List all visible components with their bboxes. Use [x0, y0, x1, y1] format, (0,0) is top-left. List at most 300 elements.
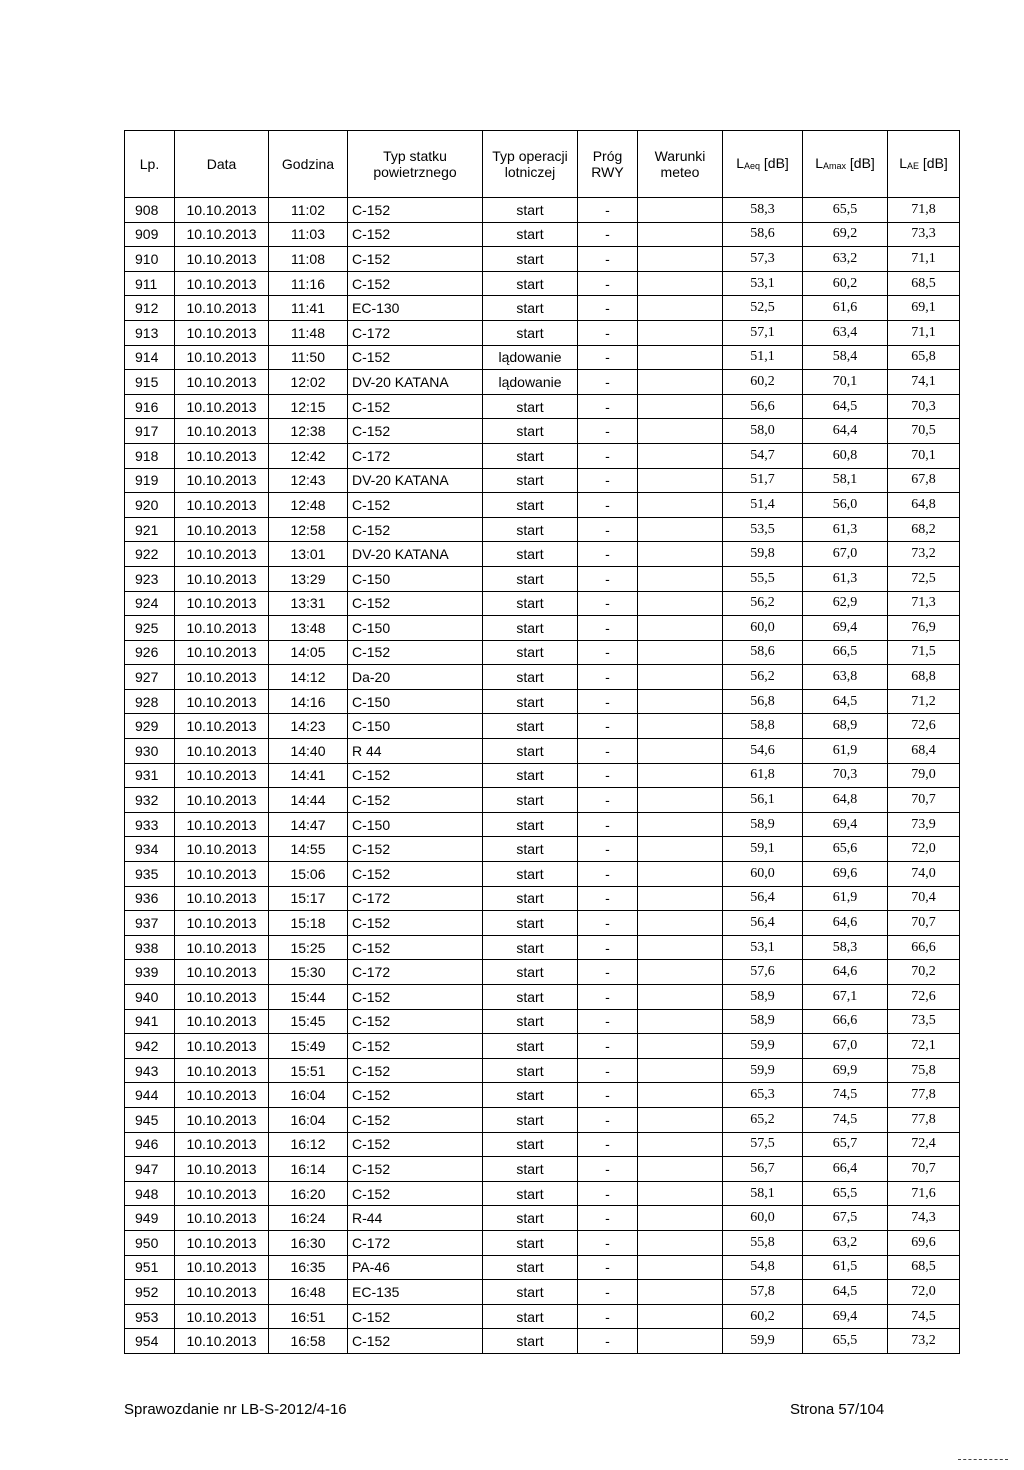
cell-date: 10.10.2013: [175, 886, 269, 911]
cell-aircraft: C-152: [348, 517, 483, 542]
cell-lamax: 65,5: [803, 198, 888, 223]
header-lamax-sub: Amax: [822, 160, 846, 171]
cell-aircraft: C-150: [348, 714, 483, 739]
cell-time: 13:01: [269, 542, 348, 567]
cell-laeq: 60,0: [723, 1206, 803, 1231]
cell-threshold: -: [578, 493, 638, 518]
cell-meteo: [638, 1083, 723, 1108]
cell-time: 14:12: [269, 665, 348, 690]
cell-date: 10.10.2013: [175, 271, 269, 296]
cell-lamax: 58,1: [803, 468, 888, 493]
table-row: [125, 1132, 960, 1157]
cell-laeq: 58,9: [723, 812, 803, 837]
cell-laeq: 56,2: [723, 665, 803, 690]
cell-lae: 70,7: [888, 1157, 960, 1182]
cell-lp: 920: [125, 493, 175, 518]
cell-aircraft: C-152: [348, 1157, 483, 1182]
table-row: [125, 443, 960, 468]
table-row: [125, 837, 960, 862]
cell-threshold: -: [578, 198, 638, 223]
cell-lae: 69,6: [888, 1230, 960, 1255]
table-row: [125, 640, 960, 665]
cell-lae: 71,8: [888, 198, 960, 223]
cell-lamax: 64,6: [803, 960, 888, 985]
table-row: [125, 394, 960, 419]
cell-threshold: -: [578, 542, 638, 567]
cell-operation: start: [483, 1181, 578, 1206]
cell-time: 14:55: [269, 837, 348, 862]
cell-operation: start: [483, 1083, 578, 1108]
table-row: [125, 345, 960, 370]
cell-operation: start: [483, 591, 578, 616]
cell-operation: start: [483, 739, 578, 764]
cell-date: 10.10.2013: [175, 1034, 269, 1059]
cell-laeq: 60,0: [723, 616, 803, 641]
cell-meteo: [638, 566, 723, 591]
cell-lae: 68,8: [888, 665, 960, 690]
table-row: [125, 566, 960, 591]
cell-meteo: [638, 763, 723, 788]
cell-meteo: [638, 198, 723, 223]
cell-lp: 947: [125, 1157, 175, 1182]
cell-lae: 71,3: [888, 591, 960, 616]
cell-time: 16:04: [269, 1083, 348, 1108]
cell-lae: 68,4: [888, 739, 960, 764]
cell-meteo: [638, 271, 723, 296]
cell-lae: 73,5: [888, 1009, 960, 1034]
cell-laeq: 58,9: [723, 1009, 803, 1034]
cell-aircraft: C-152: [348, 198, 483, 223]
cell-time: 14:47: [269, 812, 348, 837]
cell-aircraft: C-152: [348, 222, 483, 247]
cell-date: 10.10.2013: [175, 493, 269, 518]
table-row: [125, 862, 960, 887]
cell-threshold: -: [578, 911, 638, 936]
cell-date: 10.10.2013: [175, 1206, 269, 1231]
table-row: [125, 788, 960, 813]
cell-meteo: [638, 296, 723, 321]
cell-meteo: [638, 320, 723, 345]
cell-lae: 74,5: [888, 1304, 960, 1329]
cell-meteo: [638, 443, 723, 468]
cell-meteo: [638, 1132, 723, 1157]
cell-lamax: 65,5: [803, 1181, 888, 1206]
corner-mark: [958, 1459, 1008, 1460]
cell-meteo: [638, 591, 723, 616]
cell-threshold: -: [578, 591, 638, 616]
cell-time: 16:20: [269, 1181, 348, 1206]
cell-time: 11:02: [269, 198, 348, 223]
cell-time: 15:25: [269, 935, 348, 960]
footer-report-number: Sprawozdanie nr LB-S-2012/4-16: [124, 1401, 347, 1418]
cell-lae: 70,7: [888, 788, 960, 813]
cell-lae: 73,2: [888, 1329, 960, 1354]
cell-aircraft: R 44: [348, 739, 483, 764]
cell-time: 12:42: [269, 443, 348, 468]
cell-threshold: -: [578, 960, 638, 985]
cell-threshold: -: [578, 517, 638, 542]
table-row: [125, 1107, 960, 1132]
cell-time: 16:48: [269, 1280, 348, 1305]
cell-aircraft: C-172: [348, 960, 483, 985]
cell-aircraft: C-152: [348, 1181, 483, 1206]
cell-lae: 71,5: [888, 640, 960, 665]
cell-lp: 944: [125, 1083, 175, 1108]
cell-date: 10.10.2013: [175, 222, 269, 247]
cell-aircraft: C-152: [348, 985, 483, 1010]
cell-lp: 915: [125, 370, 175, 395]
cell-operation: start: [483, 862, 578, 887]
cell-threshold: -: [578, 837, 638, 862]
table-row: [125, 542, 960, 567]
cell-laeq: 57,8: [723, 1280, 803, 1305]
table-row: [125, 689, 960, 714]
cell-lamax: 64,8: [803, 788, 888, 813]
cell-time: 12:43: [269, 468, 348, 493]
cell-threshold: -: [578, 1157, 638, 1182]
cell-time: 15:49: [269, 1034, 348, 1059]
header-typ-statku: Typ statku powietrznego: [348, 131, 483, 198]
cell-date: 10.10.2013: [175, 517, 269, 542]
cell-laeq: 52,5: [723, 296, 803, 321]
cell-time: 14:16: [269, 689, 348, 714]
table-body: [125, 198, 960, 1354]
cell-date: 10.10.2013: [175, 812, 269, 837]
cell-laeq: 58,1: [723, 1181, 803, 1206]
header-lae: [888, 131, 960, 198]
cell-lp: 923: [125, 566, 175, 591]
table-row: [125, 1034, 960, 1059]
cell-meteo: [638, 739, 723, 764]
cell-lae: 72,6: [888, 714, 960, 739]
cell-meteo: [638, 345, 723, 370]
cell-threshold: -: [578, 443, 638, 468]
cell-time: 13:31: [269, 591, 348, 616]
cell-lp: 950: [125, 1230, 175, 1255]
table-row: [125, 960, 960, 985]
cell-laeq: 57,1: [723, 320, 803, 345]
cell-operation: start: [483, 198, 578, 223]
cell-date: 10.10.2013: [175, 247, 269, 272]
cell-time: 15:18: [269, 911, 348, 936]
table-row: [125, 493, 960, 518]
cell-laeq: 51,4: [723, 493, 803, 518]
cell-threshold: -: [578, 1304, 638, 1329]
cell-operation: lądowanie: [483, 345, 578, 370]
cell-lp: 953: [125, 1304, 175, 1329]
cell-date: 10.10.2013: [175, 689, 269, 714]
table-row: [125, 247, 960, 272]
cell-operation: start: [483, 1107, 578, 1132]
cell-date: 10.10.2013: [175, 370, 269, 395]
cell-meteo: [638, 394, 723, 419]
cell-threshold: -: [578, 1181, 638, 1206]
cell-meteo: [638, 542, 723, 567]
cell-laeq: 54,7: [723, 443, 803, 468]
cell-threshold: -: [578, 1255, 638, 1280]
cell-lamax: 70,3: [803, 763, 888, 788]
cell-lae: 65,8: [888, 345, 960, 370]
cell-lamax: 69,4: [803, 616, 888, 641]
cell-operation: start: [483, 394, 578, 419]
cell-lp: 908: [125, 198, 175, 223]
cell-threshold: -: [578, 714, 638, 739]
cell-laeq: 55,5: [723, 566, 803, 591]
cell-time: 12:02: [269, 370, 348, 395]
cell-date: 10.10.2013: [175, 862, 269, 887]
cell-meteo: [638, 862, 723, 887]
cell-date: 10.10.2013: [175, 198, 269, 223]
cell-date: 10.10.2013: [175, 665, 269, 690]
cell-lae: 64,8: [888, 493, 960, 518]
cell-lae: 71,6: [888, 1181, 960, 1206]
cell-lamax: 74,5: [803, 1083, 888, 1108]
header-prog-rwy: Próg RWY: [578, 131, 638, 198]
cell-threshold: -: [578, 1107, 638, 1132]
cell-laeq: 58,6: [723, 222, 803, 247]
cell-lp: 935: [125, 862, 175, 887]
cell-threshold: -: [578, 1230, 638, 1255]
cell-time: 14:40: [269, 739, 348, 764]
cell-lamax: 66,4: [803, 1157, 888, 1182]
cell-meteo: [638, 222, 723, 247]
cell-lae: 70,2: [888, 960, 960, 985]
cell-aircraft: C-152: [348, 1009, 483, 1034]
cell-operation: start: [483, 1034, 578, 1059]
cell-operation: start: [483, 689, 578, 714]
cell-meteo: [638, 1329, 723, 1354]
cell-aircraft: C-150: [348, 566, 483, 591]
cell-threshold: -: [578, 935, 638, 960]
cell-laeq: 53,1: [723, 271, 803, 296]
cell-laeq: 54,6: [723, 739, 803, 764]
cell-date: 10.10.2013: [175, 419, 269, 444]
cell-time: 12:58: [269, 517, 348, 542]
footer-page-number: Strona 57/104: [790, 1401, 885, 1418]
cell-meteo: [638, 1255, 723, 1280]
cell-aircraft: C-152: [348, 345, 483, 370]
cell-lae: 75,8: [888, 1058, 960, 1083]
cell-lae: 71,1: [888, 247, 960, 272]
cell-lamax: 61,6: [803, 296, 888, 321]
cell-lp: 937: [125, 911, 175, 936]
cell-laeq: 56,7: [723, 1157, 803, 1182]
cell-operation: start: [483, 271, 578, 296]
cell-meteo: [638, 468, 723, 493]
cell-meteo: [638, 1157, 723, 1182]
cell-operation: start: [483, 468, 578, 493]
cell-laeq: 55,8: [723, 1230, 803, 1255]
cell-lp: 938: [125, 935, 175, 960]
cell-meteo: [638, 517, 723, 542]
cell-date: 10.10.2013: [175, 788, 269, 813]
cell-lamax: 65,5: [803, 1329, 888, 1354]
cell-date: 10.10.2013: [175, 1280, 269, 1305]
header-laeq-sub: Aeq: [743, 160, 760, 171]
cell-lp: 933: [125, 812, 175, 837]
cell-lp: 931: [125, 763, 175, 788]
cell-threshold: -: [578, 763, 638, 788]
cell-date: 10.10.2013: [175, 1230, 269, 1255]
cell-date: 10.10.2013: [175, 1329, 269, 1354]
cell-laeq: 59,9: [723, 1058, 803, 1083]
cell-meteo: [638, 1181, 723, 1206]
cell-date: 10.10.2013: [175, 1255, 269, 1280]
cell-time: 15:51: [269, 1058, 348, 1083]
cell-aircraft: C-152: [348, 271, 483, 296]
cell-date: 10.10.2013: [175, 1132, 269, 1157]
cell-aircraft: Da-20: [348, 665, 483, 690]
cell-lamax: 69,4: [803, 812, 888, 837]
cell-operation: start: [483, 320, 578, 345]
cell-operation: start: [483, 1255, 578, 1280]
cell-lp: 928: [125, 689, 175, 714]
cell-lamax: 70,1: [803, 370, 888, 395]
cell-laeq: 59,8: [723, 542, 803, 567]
cell-laeq: 57,6: [723, 960, 803, 985]
cell-threshold: -: [578, 862, 638, 887]
header-laeq: [723, 131, 803, 198]
cell-lamax: 62,9: [803, 591, 888, 616]
cell-lamax: 61,3: [803, 517, 888, 542]
cell-lae: 71,2: [888, 689, 960, 714]
cell-lamax: 64,5: [803, 689, 888, 714]
cell-laeq: 58,8: [723, 714, 803, 739]
cell-operation: start: [483, 665, 578, 690]
cell-aircraft: C-152: [348, 419, 483, 444]
cell-lamax: 63,8: [803, 665, 888, 690]
cell-lae: 68,2: [888, 517, 960, 542]
cell-lae: 73,3: [888, 222, 960, 247]
cell-aircraft: C-152: [348, 862, 483, 887]
cell-date: 10.10.2013: [175, 763, 269, 788]
cell-lamax: 64,6: [803, 911, 888, 936]
cell-time: 16:30: [269, 1230, 348, 1255]
cell-time: 14:44: [269, 788, 348, 813]
cell-meteo: [638, 960, 723, 985]
cell-meteo: [638, 665, 723, 690]
cell-laeq: 60,2: [723, 1304, 803, 1329]
cell-lamax: 65,6: [803, 837, 888, 862]
cell-lae: 76,9: [888, 616, 960, 641]
table-row: [125, 812, 960, 837]
table-row: [125, 935, 960, 960]
cell-lp: 909: [125, 222, 175, 247]
cell-time: 16:51: [269, 1304, 348, 1329]
cell-lae: 74,3: [888, 1206, 960, 1231]
cell-aircraft: C-152: [348, 640, 483, 665]
cell-lamax: 69,9: [803, 1058, 888, 1083]
table-row: [125, 886, 960, 911]
cell-time: 14:05: [269, 640, 348, 665]
cell-operation: start: [483, 886, 578, 911]
cell-threshold: -: [578, 1132, 638, 1157]
cell-lamax: 63,2: [803, 247, 888, 272]
table-row: [125, 1181, 960, 1206]
cell-lae: 72,5: [888, 566, 960, 591]
cell-time: 15:06: [269, 862, 348, 887]
cell-operation: start: [483, 788, 578, 813]
cell-lp: 936: [125, 886, 175, 911]
cell-lamax: 63,2: [803, 1230, 888, 1255]
cell-lae: 72,6: [888, 985, 960, 1010]
cell-aircraft: C-152: [348, 1132, 483, 1157]
cell-lamax: 69,2: [803, 222, 888, 247]
cell-operation: start: [483, 443, 578, 468]
cell-meteo: [638, 1058, 723, 1083]
cell-lamax: 60,2: [803, 271, 888, 296]
cell-meteo: [638, 419, 723, 444]
cell-lamax: 61,5: [803, 1255, 888, 1280]
cell-lp: 945: [125, 1107, 175, 1132]
cell-lp: 941: [125, 1009, 175, 1034]
cell-threshold: -: [578, 419, 638, 444]
cell-laeq: 60,2: [723, 370, 803, 395]
table-row: [125, 1157, 960, 1182]
cell-time: 16:24: [269, 1206, 348, 1231]
cell-lp: 934: [125, 837, 175, 862]
cell-lp: 919: [125, 468, 175, 493]
cell-operation: start: [483, 517, 578, 542]
cell-date: 10.10.2013: [175, 911, 269, 936]
cell-date: 10.10.2013: [175, 1083, 269, 1108]
cell-lamax: 64,5: [803, 1280, 888, 1305]
cell-time: 12:38: [269, 419, 348, 444]
cell-threshold: -: [578, 370, 638, 395]
cell-lae: 73,9: [888, 812, 960, 837]
header-data: Data: [175, 131, 269, 198]
cell-lae: 69,1: [888, 296, 960, 321]
cell-laeq: 65,3: [723, 1083, 803, 1108]
cell-aircraft: C-150: [348, 689, 483, 714]
cell-date: 10.10.2013: [175, 739, 269, 764]
cell-lp: 924: [125, 591, 175, 616]
cell-operation: start: [483, 1157, 578, 1182]
table-row: [125, 419, 960, 444]
header-lamax: [803, 131, 888, 198]
header-lae-sub: AE: [906, 160, 919, 171]
cell-lamax: 67,0: [803, 1034, 888, 1059]
table-row: [125, 1304, 960, 1329]
cell-time: 13:48: [269, 616, 348, 641]
cell-time: 14:23: [269, 714, 348, 739]
cell-laeq: 56,1: [723, 788, 803, 813]
cell-lamax: 60,8: [803, 443, 888, 468]
table-row: [125, 468, 960, 493]
cell-laeq: 56,6: [723, 394, 803, 419]
cell-time: 15:17: [269, 886, 348, 911]
cell-laeq: 56,4: [723, 911, 803, 936]
cell-lp: 929: [125, 714, 175, 739]
table-row: [125, 198, 960, 223]
cell-lp: 954: [125, 1329, 175, 1354]
cell-operation: start: [483, 837, 578, 862]
cell-laeq: 57,5: [723, 1132, 803, 1157]
cell-lae: 77,8: [888, 1083, 960, 1108]
cell-meteo: [638, 837, 723, 862]
cell-time: 16:04: [269, 1107, 348, 1132]
header-lamax-unit: [dB]: [849, 154, 875, 171]
cell-lamax: 68,9: [803, 714, 888, 739]
cell-operation: start: [483, 1304, 578, 1329]
cell-meteo: [638, 1034, 723, 1059]
cell-lp: 916: [125, 394, 175, 419]
cell-lae: 73,2: [888, 542, 960, 567]
cell-threshold: -: [578, 788, 638, 813]
cell-threshold: -: [578, 345, 638, 370]
cell-operation: start: [483, 542, 578, 567]
cell-aircraft: C-150: [348, 812, 483, 837]
